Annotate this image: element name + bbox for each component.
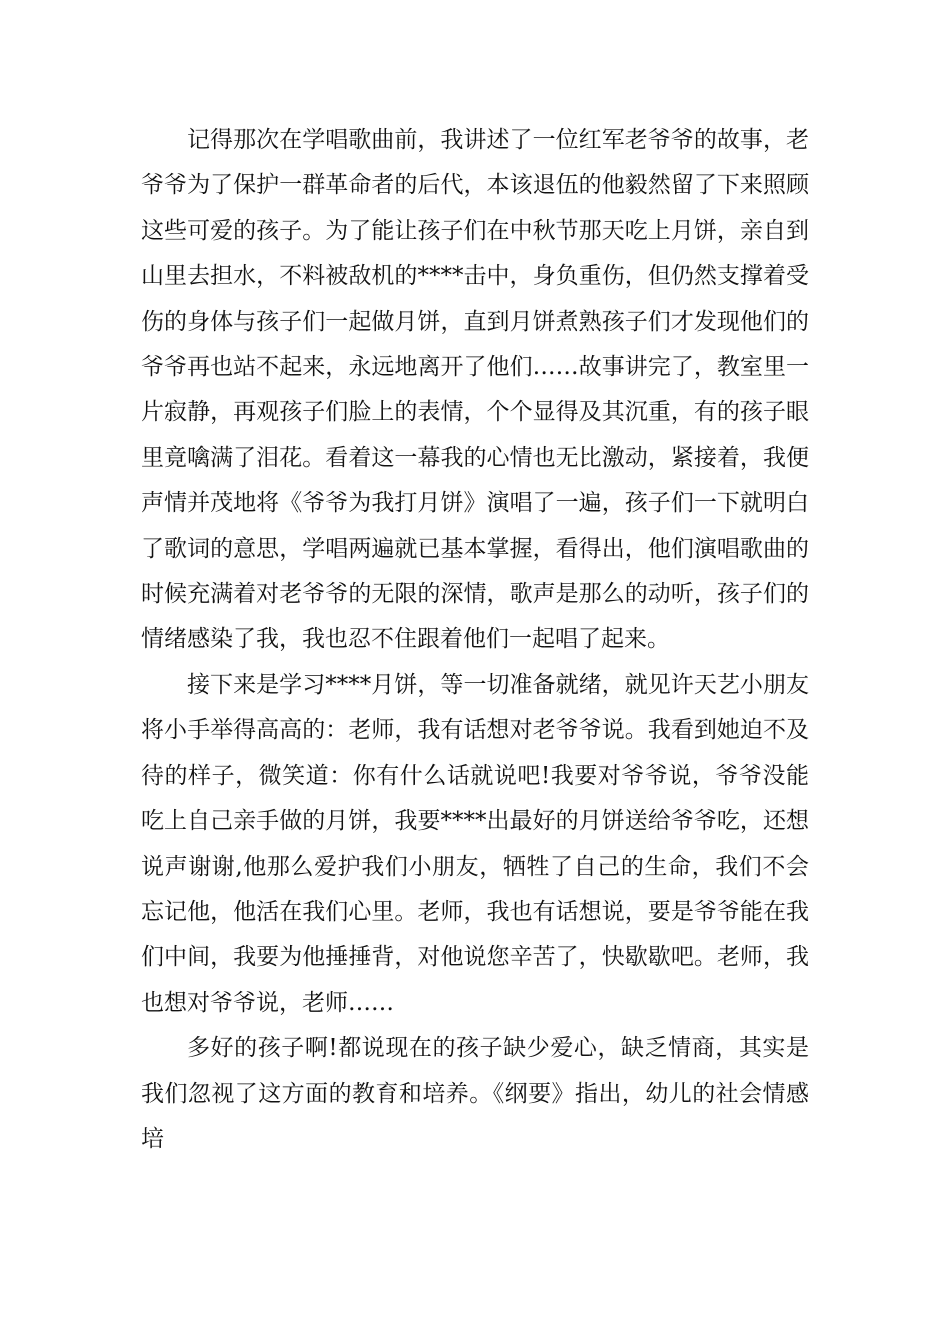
paragraph-1: 记得那次在学唱歌曲前，我讲述了一位红军老爷爷的故事，老爷爷为了保护一群革命者的后代，本该退伍的他毅然留了下来照顾这些可爱的孩子。为了能让孩子们在中秋节那天吃上月饼，亲自到山里去担水，不料被敌机的****击中，身负重伤，但仍然支撑着受伤的身体与孩子们一起做月饼，直到月饼煮熟孩子们才发现他们的爷爷再也站不起来，永远地离开了他们……故事讲完了，教室里一片寂静，再观孩子们脸上的表情，个个显得及其沉重，有的孩子眼里竟噙满了泪花。看着这一幕我的心情也无比激动，紧接着，我便声情并茂地将《爷爷为我打月饼》演唱了一遍，孩子们一下就明白了歌词的意思，学唱两遍就已基本掌握，看得出，他们演唱歌曲的时候充满着对老爷爷的无限的深情，歌声是那么的动听，孩子们的情绪感染了我，我也忍不住跟着他们一起唱了起来。 bbox=[141, 127, 809, 653]
paragraph-3: 多好的孩子啊!都说现在的孩子缺少爱心，缺乏情商，其实是我们忽视了这方面的教育和培养。《纲要》指出，幼儿的社会情感培 bbox=[141, 1035, 809, 1152]
paragraph-2: 接下来是学习****月饼，等一切准备就绪，就见许天艺小朋友将小手举得高高的：老师，我有话想对老爷爷说。我看到她迫不及待的样子，微笑道：你有什么话就说吧!我要对爷爷说，爷爷没能吃上自己亲手做的月饼，我要****出最好的月饼送给爷爷吃，还想说声谢谢,他那么爱护我们小朋友，牺牲了自己的生命，我们不会忘记他，他活在我们心里。老师，我也有话想说，要是爷爷能在我们中间，我要为他捶捶背，对他说您辛苦了，快歇歇吧。老师，我也想对爷爷说，老师…… bbox=[141, 671, 809, 1016]
document-body bbox=[141, 118, 809, 1162]
